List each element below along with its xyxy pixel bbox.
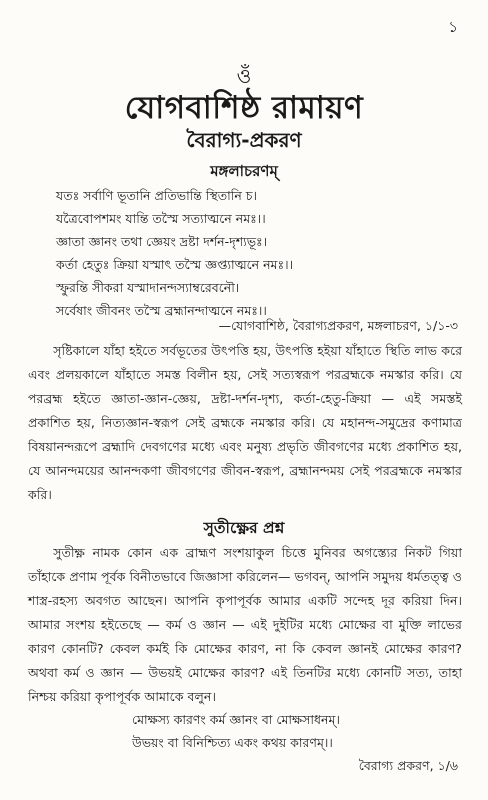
sutikshna-paragraph: সুতীক্ষ্ণ নামক কোন এক ব্রাহ্মণ সংশয়াকুল চিত্তে মুনিবর অগস্ত্যের নিকট গিয়া তাঁহাকে প্রণাম পূর্বক বিনীতভাবে জিজ্ঞাসা করিলেন— ভগবন্‌, আপনি সমুদয় ধর্মতত্ত্ব ও শাস্ত্র-রহস্য অবগত আছেন। আপনি কৃপাপূর্বক আমার একটি সন্দেহ দূর করিয়া দিন। আমার সংশয় হইতেছে — কর্ম ও জ্ঞান — এই দুইটির মধ্যে মোক্ষের বা মুক্তি লাভের কারণ কোনটি? কেবল কর্মই কি মোক্ষের কারণ, না কি কেবল জ্ঞানই মোক্ষের কারণ? অথবা কর্ম ও জ্ঞান — উভয়ই মোক্ষের কারণ? এই তিনটির মধ্যে কোনটি সত্য, তাহা নিশ্চয় করিয়া কৃপাপূর্বক আমাকে বলুন। (28, 545, 462, 704)
verse-line: স্ফুরন্তি সীকরা যস্মাদানন্দস্যাম্বরেবনৌ। (56, 280, 240, 295)
invocation-citation: —যোগবাশিষ্ঠ, বৈরাগ্যপ্রকরণ, মঙ্গলাচরণ, ১/১-৩ (218, 318, 458, 333)
quote-reference: বৈরাগ্য প্রকরণ, ১/৬ (358, 758, 458, 773)
invocation-verses (56, 184, 466, 322)
sanskrit-quote-line: মোক্ষস্য কারণং কর্ম জ্ঞানং বা মোক্ষসাধনম্‌। (132, 712, 340, 727)
verse-line: জ্ঞাতা জ্ঞানং তথা জ্ঞেয়ং দ্রষ্টা দর্শন-দৃশ্যভূঃ। (56, 234, 268, 249)
page-title: যোগবাশিষ্ঠ রামায়ণ (124, 90, 364, 126)
page-number: ১ (448, 18, 458, 36)
chapter-subtitle: বৈরাগ্য-প্রকরণ (186, 128, 302, 152)
verse-line: যতঃ সর্বাণি ভূতানি প্রতিভান্তি স্থিতানি চ। (56, 188, 257, 203)
om-symbol: ওঁ (236, 64, 252, 88)
invocation-heading: মঙ্গলাচরণম্ (210, 162, 278, 180)
invocation-explanation-paragraph: সৃষ্টিকালে যাঁহা হইতে সর্বভূতের উৎপত্তি হয়, উৎপত্তি হইয়া যাঁহাতে স্থিতি লাভ করে এবং প্রলয়কালে যাঁহাতে সমস্ত বিলীন হয়, সেই সত্যস্বরূপ পরব্রহ্মকে নমস্কার করি। যে পরব্রহ্ম হইতে জ্ঞাতা-জ্ঞান-জ্ঞেয়, দ্রষ্টা-দর্শন-দৃশ্য, কর্তা-হেতু-ক্রিয়া — এই সমস্তই প্রকাশিত হয়, নিত্যজ্ঞান-স্বরূপ সেই ব্রহ্মকে নমস্কার করি। যে মহানন্দ-সমুদ্রের কণামাত্র বিষয়ানন্দরূপে ব্রহ্মাদি দেবগণের মধ্যে এবং মনুষ্য প্রভৃতি জীবগণের মধ্যে প্রকাশিত হয়, যে আনন্দময়ের আনন্দকণা জীবগণের জীবন-স্বরূপ, ব্রহ্মানন্দময় সেই পরব্রহ্মকে নমস্কার করি। (28, 343, 462, 502)
verse-line: যত্রৈবোপশমং যান্তি তস্মৈ সত্যাত্মনে নমঃ।। (56, 211, 266, 226)
verse-line: সর্বেষাং জীবনং তস্মৈ ব্রহ্মানন্দাত্মনে নমঃ।। (56, 303, 267, 318)
sutikshna-question-heading: সুতীক্ষ্ণের প্রশ্ন (203, 519, 285, 537)
sanskrit-quote-line: উভয়ং বা বিনিশ্চিত্য একং কথয় কারণম্‌।। (132, 735, 333, 750)
verse-line: কর্তা হেতুঃ ক্রিয়া যস্মাৎ তস্মৈ জ্ঞপ্ত্যাত্মনে নমঃ।। (56, 257, 294, 272)
